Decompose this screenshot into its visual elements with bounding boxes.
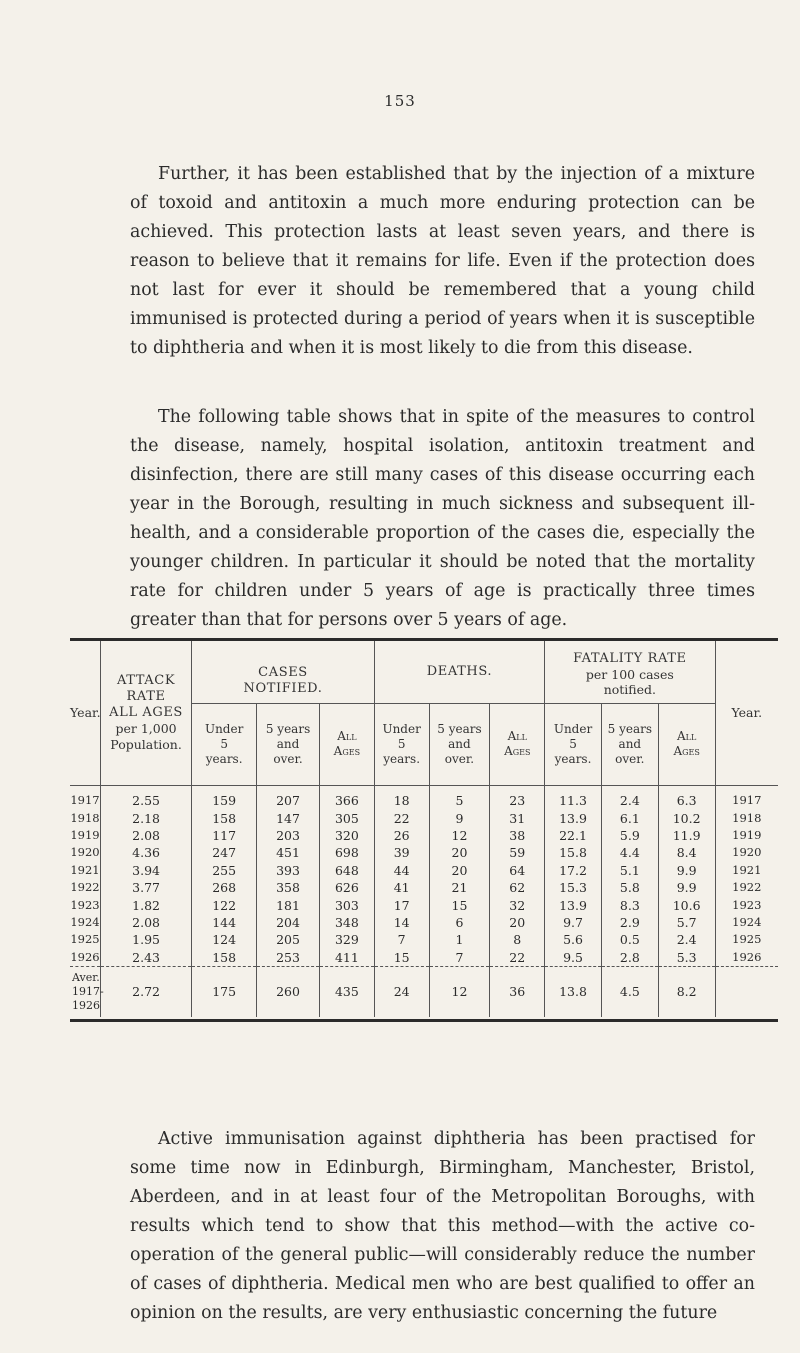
cell-c-o5: 451 <box>257 844 320 861</box>
cell-d-u5: 17 <box>374 897 429 914</box>
cell-year: 1922 <box>70 880 100 895</box>
header-fatality-under5-l3: years. <box>554 751 592 766</box>
average-cell-d-o5: 12 <box>429 967 490 1017</box>
average-cell-f-o5: 4.5 <box>601 967 658 1017</box>
header-deaths-label: DEATHS. <box>426 663 493 679</box>
table-row <box>70 810 778 827</box>
cell-c-o5: 205 <box>257 931 320 948</box>
cell-c-all: 411 <box>319 949 374 967</box>
header-deaths-over5 <box>429 703 490 785</box>
header-fatality-under5-l2: 5 <box>569 736 577 751</box>
cell-c-o5: 181 <box>257 897 320 914</box>
cell-f-o5: 5.8 <box>601 879 658 896</box>
cell-c-o5: 147 <box>257 810 320 827</box>
cell-c-u5: 158 <box>192 810 257 827</box>
cell-c-all: 698 <box>319 844 374 861</box>
cell-year: 1923 <box>70 897 100 912</box>
cell-f-o5: 4.4 <box>601 844 658 861</box>
cell-f-all: 10.2 <box>658 810 715 827</box>
cell-c-all: 366 <box>319 786 374 810</box>
cell-f-u5: 13.9 <box>545 810 602 827</box>
cell-f-all: 11.9 <box>658 827 715 844</box>
average-label-label2: 1917- <box>72 985 104 999</box>
average-cell-f-u5: 13.8 <box>545 967 602 1017</box>
cell-attack: 1.82 <box>100 897 191 914</box>
cell-year: 1921 <box>70 862 100 877</box>
paragraph-immunity-duration: Further, it has been established that by the injection of a mixture of toxoid and antitoxin a much more enduring protection can be achieved. This protection lasts at least seven years, and there is reason to believe that it remains for life. Even if the protection does not last for ever it should be remembered that a young child immunised is protected during a period of years when it is susceptible to diphtheria and when it is most likely to die from this disease. <box>130 164 755 358</box>
header-year-left: Year. <box>70 705 101 721</box>
header-attack-rate <box>100 641 191 785</box>
cell-d-o5: 9 <box>429 810 490 827</box>
cell-attack: 3.94 <box>100 862 191 879</box>
average-cell-c-all: 435 <box>319 967 374 1017</box>
table-row <box>70 862 778 879</box>
cell-d-o5: 1 <box>429 931 490 948</box>
table-row <box>70 786 778 810</box>
header-fatality-allages-l2: Ages <box>673 744 700 758</box>
cell-f-all: 6.3 <box>658 786 715 810</box>
header-deaths-under5-l3: years. <box>383 751 421 766</box>
header-deaths-under5 <box>374 703 429 785</box>
average-label-label1: Aver. <box>72 971 100 985</box>
cell-d-all: 32 <box>490 897 545 914</box>
cell-d-all: 20 <box>490 914 545 931</box>
header-fatality-allages <box>658 703 715 785</box>
header-fatality-line1: FATALITY RATE <box>573 650 687 666</box>
cell-attack: 2.55 <box>100 786 191 810</box>
average-row <box>70 967 778 1017</box>
cell-c-o5: 203 <box>257 827 320 844</box>
cell-year: 1918 <box>70 810 100 825</box>
header-attack-line4: per 1,000 <box>115 721 177 736</box>
header-deaths-under5-l2: 5 <box>397 736 406 751</box>
header-cases-line2: NOTIFIED. <box>243 680 323 696</box>
cell-year: 1919 <box>70 827 100 842</box>
cell-d-u5: 14 <box>374 914 429 931</box>
cell-f-u5: 15.8 <box>545 844 602 861</box>
cell-d-all: 62 <box>490 879 545 896</box>
cell-d-o5: 15 <box>429 897 490 914</box>
cell-c-all: 626 <box>319 879 374 896</box>
cell-year: 1925 <box>70 932 100 947</box>
cell-year: 1924 <box>70 914 100 929</box>
cell-f-u5: 15.3 <box>545 879 602 896</box>
header-cases-allages-l1: All <box>337 729 357 743</box>
header-cases-under5 <box>192 703 257 785</box>
header-fatality-line2: per 100 cases <box>585 666 674 682</box>
cell-d-u5: 41 <box>374 879 429 896</box>
cell-c-u5: 247 <box>192 844 257 861</box>
cell-attack: 4.36 <box>100 844 191 861</box>
header-attack-line5: Population. <box>110 737 182 752</box>
average-cell-f-all: 8.2 <box>658 967 715 1017</box>
cell-year-r: 1921 <box>715 862 778 879</box>
cell-c-o5: 207 <box>257 786 320 810</box>
cell-c-all: 303 <box>319 897 374 914</box>
cell-f-all: 10.6 <box>658 897 715 914</box>
header-cases-over5 <box>257 703 320 785</box>
header-fatality-over5-l2: and <box>618 736 642 751</box>
header-attack-line3: ALL AGES <box>109 705 183 720</box>
cell-d-o5: 20 <box>429 862 490 879</box>
header-cases-over5-l2: and <box>276 736 300 751</box>
average-cell-c-u5: 175 <box>192 967 257 1017</box>
cell-c-o5: 393 <box>257 862 320 879</box>
table-row <box>70 949 778 967</box>
cell-c-u5: 255 <box>192 862 257 879</box>
cell-d-all: 22 <box>490 949 545 967</box>
cell-d-u5: 18 <box>374 786 429 810</box>
average-cell-c-o5: 260 <box>257 967 320 1017</box>
cell-year-r: 1917 <box>715 786 778 810</box>
table-row <box>70 931 778 948</box>
cell-c-all: 329 <box>319 931 374 948</box>
cell-c-u5: 117 <box>192 827 257 844</box>
header-attack-line1: ATTACK <box>116 673 176 688</box>
cell-d-o5: 20 <box>429 844 490 861</box>
header-cases-line1: CASES <box>258 664 308 680</box>
cell-f-all: 9.9 <box>658 879 715 896</box>
cell-d-all: 31 <box>490 810 545 827</box>
header-deaths-over5-l1: 5 years <box>437 721 482 736</box>
cell-f-u5: 9.7 <box>545 914 602 931</box>
cell-d-u5: 39 <box>374 844 429 861</box>
cell-attack: 1.95 <box>100 931 191 948</box>
cell-c-all: 305 <box>319 810 374 827</box>
cell-f-o5: 8.3 <box>601 897 658 914</box>
header-fatality-over5 <box>601 703 658 785</box>
cell-year-r: 1924 <box>715 914 778 931</box>
header-fatality-under5 <box>545 703 602 785</box>
cell-year: 1917 <box>70 793 100 808</box>
header-fatality-under5-l1: Under <box>553 721 593 736</box>
cell-f-all: 8.4 <box>658 844 715 861</box>
cell-f-o5: 5.1 <box>601 862 658 879</box>
cell-c-all: 648 <box>319 862 374 879</box>
cell-f-o5: 2.8 <box>601 949 658 967</box>
cell-d-all: 38 <box>490 827 545 844</box>
paragraph-active-immunisation: Active immunisation against diphtheria has been practised for some time now in Edinburgh, Birmingham, Manchester, Bristol, Aberdeen, and in at least four of the Metropolitan Boroughs, with results which tend to show that this method—with the active co-operation of the general public—will considerably reduce the number of cases of diphtheria. Medical men who are best qualified to offer an opinion on the results, are very enthusiastic concerning the future <box>130 1129 755 1323</box>
cell-attack: 2.08 <box>100 827 191 844</box>
header-deaths-allages-l1: All <box>507 729 527 743</box>
cell-d-all: 23 <box>490 786 545 810</box>
cell-f-o5: 5.9 <box>601 827 658 844</box>
header-deaths-under5-l1: Under <box>382 721 421 736</box>
cell-year-r: 1918 <box>715 810 778 827</box>
cell-d-u5: 7 <box>374 931 429 948</box>
diphtheria-statistics-table <box>70 638 778 1022</box>
header-deaths-allages-l2: Ages <box>504 744 531 758</box>
cell-c-o5: 253 <box>257 949 320 967</box>
table-row <box>70 914 778 931</box>
header-deaths <box>374 641 544 703</box>
header-cases-under5-l1: Under <box>204 721 244 736</box>
cell-c-o5: 204 <box>257 914 320 931</box>
header-cases-allages <box>319 703 374 785</box>
cell-d-all: 59 <box>490 844 545 861</box>
cell-c-all: 348 <box>319 914 374 931</box>
table-row <box>70 844 778 861</box>
cell-year: 1926 <box>70 949 100 964</box>
cell-f-o5: 6.1 <box>601 810 658 827</box>
page-number: 153 <box>384 92 416 110</box>
cell-f-o5: 2.4 <box>601 786 658 810</box>
cell-d-u5: 22 <box>374 810 429 827</box>
cell-f-u5: 11.3 <box>545 786 602 810</box>
average-cell-d-u5: 24 <box>374 967 429 1017</box>
cell-attack: 2.43 <box>100 949 191 967</box>
cell-f-all: 2.4 <box>658 931 715 948</box>
average-label-label3: 1926 <box>72 999 100 1013</box>
cell-f-all: 5.7 <box>658 914 715 931</box>
cell-f-u5: 13.9 <box>545 897 602 914</box>
cell-d-o5: 7 <box>429 949 490 967</box>
cell-year-r: 1920 <box>715 844 778 861</box>
cell-year-r: 1919 <box>715 827 778 844</box>
header-fatality-over5-l1: 5 years <box>607 721 653 736</box>
header-fatality-rate <box>545 641 715 703</box>
cell-f-u5: 22.1 <box>545 827 602 844</box>
average-label <box>70 967 104 1017</box>
cell-year-r: 1922 <box>715 879 778 896</box>
header-cases-over5-l3: over. <box>273 751 303 766</box>
cell-d-u5: 15 <box>374 949 429 967</box>
header-fatality-allages-l1: All <box>677 729 697 743</box>
cell-f-u5: 17.2 <box>545 862 602 879</box>
cell-c-u5: 124 <box>192 931 257 948</box>
cell-f-u5: 5.6 <box>545 931 602 948</box>
cell-d-o5: 21 <box>429 879 490 896</box>
cell-year-r: 1926 <box>715 949 778 967</box>
cell-year: 1920 <box>70 845 100 860</box>
cell-c-u5: 122 <box>192 897 257 914</box>
cell-attack: 2.08 <box>100 914 191 931</box>
header-deaths-over5-l3: over. <box>444 751 475 766</box>
header-cases-under5-l2: 5 <box>220 736 228 751</box>
average-cell-d-all: 36 <box>490 967 545 1017</box>
cell-f-o5: 2.9 <box>601 914 658 931</box>
header-cases-notified <box>192 641 375 703</box>
header-deaths-allages <box>490 703 545 785</box>
cell-c-o5: 358 <box>257 879 320 896</box>
cell-c-u5: 268 <box>192 879 257 896</box>
cell-f-o5: 0.5 <box>601 931 658 948</box>
cell-d-u5: 44 <box>374 862 429 879</box>
cell-c-u5: 144 <box>192 914 257 931</box>
cell-attack: 2.18 <box>100 810 191 827</box>
cell-d-o5: 6 <box>429 914 490 931</box>
header-fatality-line3: notified. <box>603 681 656 697</box>
cell-c-all: 320 <box>319 827 374 844</box>
table-body <box>70 785 778 1017</box>
cell-attack: 3.77 <box>100 879 191 896</box>
average-cell-year-right <box>715 967 778 1017</box>
header-cases-over5-l1: 5 years <box>265 721 311 736</box>
cell-f-all: 5.3 <box>658 949 715 967</box>
cell-d-o5: 12 <box>429 827 490 844</box>
cell-c-u5: 158 <box>192 949 257 967</box>
cell-d-all: 8 <box>490 931 545 948</box>
paragraph-table-intro: The following table shows that in spite of the measures to control the disease, namely, hospital isolation, antitoxin treatment and disinfection, there are still many cases of this disease occurring each year in the Borough, resulting in much sickness and subsequent ill-health, and a considerable proportion of the cases die, especially the younger children. In particular it should be noted that the mortality rate for children under 5 years of age is practically three times greater than that for persons over 5 years of age. <box>130 407 755 630</box>
average-cell-attack: 2.72 <box>100 967 191 1017</box>
header-attack-line2: RATE <box>126 689 166 704</box>
header-deaths-over5-l2: and <box>448 736 471 751</box>
table-row <box>70 827 778 844</box>
header-fatality-over5-l3: over. <box>615 751 645 766</box>
header-cases-allages-l2: Ages <box>333 744 361 758</box>
table-row <box>70 879 778 896</box>
header-cases-under5-l3: years. <box>205 751 243 766</box>
cell-f-u5: 9.5 <box>545 949 602 967</box>
cell-c-u5: 159 <box>192 786 257 810</box>
table-row <box>70 897 778 914</box>
cell-d-u5: 26 <box>374 827 429 844</box>
table-bottom-rule <box>70 1019 778 1022</box>
cell-year-r: 1923 <box>715 897 778 914</box>
cell-d-all: 64 <box>490 862 545 879</box>
cell-d-o5: 5 <box>429 786 490 810</box>
header-year-right: Year. <box>715 641 778 785</box>
cell-year-r: 1925 <box>715 931 778 948</box>
cell-f-all: 9.9 <box>658 862 715 879</box>
